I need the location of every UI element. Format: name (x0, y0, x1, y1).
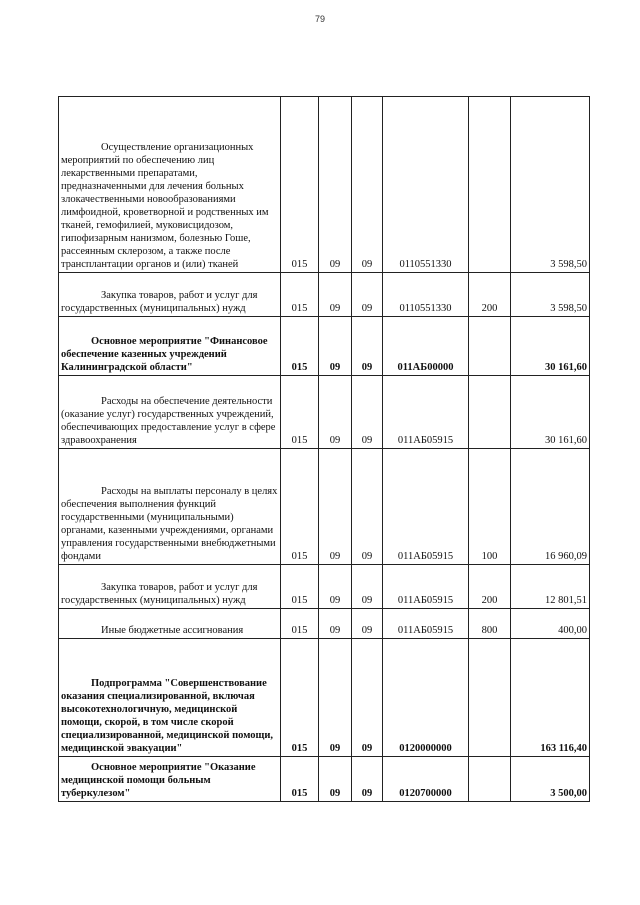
section-code: 09 (319, 449, 352, 565)
row-name-cell: Осуществление организационных мероприятий по обеспечению лиц лекарственными препаратами, предназначенными для лечения больных злокачественными новообразованиями лимфоидной, кроветворной и родственных им тканей, гемофилией, муковисцидозом, гипофизарным нанизмом, болезнью Гоше, рассеянным склерозом, а также после трансплантации органов и (или) тканей (59, 97, 281, 273)
ministry-code: 015 (281, 609, 319, 639)
subsection-code: 09 (352, 317, 383, 376)
ministry-code: 015 (281, 449, 319, 565)
subsection-code: 09 (352, 449, 383, 565)
table-row (59, 97, 590, 273)
ministry-code: 015 (281, 317, 319, 376)
section-code: 09 (319, 609, 352, 639)
table-row (59, 565, 590, 609)
ministry-code: 015 (281, 273, 319, 317)
subsection-code: 09 (352, 376, 383, 449)
expense-type-code: 100 (469, 449, 511, 565)
subsection-code: 09 (352, 273, 383, 317)
section-code: 09 (319, 317, 352, 376)
expense-type-code: 800 (469, 609, 511, 639)
expense-type-code (469, 376, 511, 449)
table-row (59, 273, 590, 317)
amount: 3 598,50 (511, 97, 590, 273)
expense-type-code (469, 757, 511, 802)
ministry-code: 015 (281, 97, 319, 273)
expense-type-code (469, 639, 511, 757)
ministry-code: 015 (281, 639, 319, 757)
target-code: 0110551330 (383, 273, 469, 317)
table-row (59, 449, 590, 565)
row-name-cell: Основное мероприятие "Оказание медицинской помощи больным туберкулезом" (59, 757, 281, 802)
amount: 3 598,50 (511, 273, 590, 317)
amount: 400,00 (511, 609, 590, 639)
amount: 30 161,60 (511, 376, 590, 449)
target-code: 011АБ05915 (383, 609, 469, 639)
row-name-cell: Иные бюджетные ассигнования (59, 609, 281, 639)
amount: 30 161,60 (511, 317, 590, 376)
amount: 16 960,09 (511, 449, 590, 565)
expense-type-code (469, 97, 511, 273)
budget-table (58, 96, 590, 802)
row-name-cell: Закупка товаров, работ и услуг для государственных (муниципальных) нужд (59, 273, 281, 317)
row-name-cell: Основное мероприятие "Финансовое обеспечение казенных учреждений Калининградской области" (59, 317, 281, 376)
expense-type-code: 200 (469, 273, 511, 317)
target-code: 011АБ05915 (383, 376, 469, 449)
subsection-code: 09 (352, 757, 383, 802)
section-code: 09 (319, 639, 352, 757)
subsection-code: 09 (352, 639, 383, 757)
table-row (59, 639, 590, 757)
expense-type-code: 200 (469, 565, 511, 609)
ministry-code: 015 (281, 565, 319, 609)
row-name-cell: Закупка товаров, работ и услуг для государственных (муниципальных) нужд (59, 565, 281, 609)
amount: 163 116,40 (511, 639, 590, 757)
section-code: 09 (319, 565, 352, 609)
subsection-code: 09 (352, 565, 383, 609)
row-name-cell: Расходы на обеспечение деятельности (оказание услуг) государственных учреждений, обеспечивающих предоставление услуг в сфере здравоохранения (59, 376, 281, 449)
subsection-code: 09 (352, 609, 383, 639)
row-name-cell: Подпрограмма "Совершенствование оказания специализированной, включая высокотехнологичную, медицинской помощи, скорой, в том числе скорой специализированной, медицинской помощи, медицинской эвакуации" (59, 639, 281, 757)
table-row (59, 609, 590, 639)
target-code: 0120700000 (383, 757, 469, 802)
target-code: 0120000000 (383, 639, 469, 757)
table-row (59, 376, 590, 449)
target-code: 011АБ05915 (383, 565, 469, 609)
section-code: 09 (319, 376, 352, 449)
subsection-code: 09 (352, 97, 383, 273)
expense-type-code (469, 317, 511, 376)
ministry-code: 015 (281, 376, 319, 449)
row-name-cell: Расходы на выплаты персоналу в целях обеспечения выполнения функций государственными (муниципальными) органами, казенными учреждениями, органами управления государственными внебюджетными фондами (59, 449, 281, 565)
ministry-code: 015 (281, 757, 319, 802)
amount: 3 500,00 (511, 757, 590, 802)
table-row (59, 757, 590, 802)
section-code: 09 (319, 97, 352, 273)
target-code: 0110551330 (383, 97, 469, 273)
page-number: 79 (314, 14, 325, 24)
amount: 12 801,51 (511, 565, 590, 609)
table-row (59, 317, 590, 376)
section-code: 09 (319, 273, 352, 317)
target-code: 011АБ00000 (383, 317, 469, 376)
target-code: 011АБ05915 (383, 449, 469, 565)
section-code: 09 (319, 757, 352, 802)
